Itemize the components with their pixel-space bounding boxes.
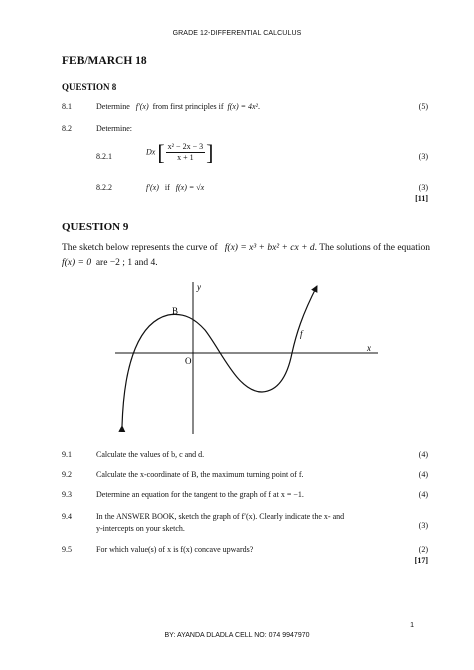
item-9-1-text: Calculate the values of b, c and d.: [96, 450, 205, 459]
item-8-1-pre: Determine: [96, 102, 130, 111]
origin-label: O: [185, 356, 192, 366]
desc-part-c: are −2 ; 1 and 4.: [95, 258, 158, 268]
item-8-2-1-marks: (3): [418, 152, 428, 161]
curve-label: f: [300, 329, 303, 339]
y-axis-label: y: [197, 282, 201, 292]
item-9-3-number: 9.3: [62, 490, 72, 499]
item-8-2-1-fraction: [166, 142, 205, 163]
item-9-5-marks: (2): [418, 545, 428, 554]
item-9-4-line2: y-intercepts on your sketch.: [96, 524, 185, 533]
fraction-denominator: x + 1: [177, 153, 194, 162]
item-8-1-end: .: [257, 102, 260, 111]
item-8-1-fprime: f′(x): [135, 102, 149, 111]
item-8-2-2-fprime: f′(x): [146, 183, 159, 192]
left-bracket: [: [157, 139, 165, 165]
desc-part-a: The sketch below represents the curve of: [62, 243, 218, 253]
desc-part-b: . The solutions of the equation: [314, 243, 431, 253]
item-8-2-1-dx: Dx: [146, 147, 156, 157]
item-8-1-mid: from first principles if: [152, 102, 224, 111]
item-9-5-text: For which value(s) of x is f(x) concave upwards?: [96, 545, 254, 554]
item-9-1-number: 9.1: [62, 450, 72, 459]
item-8-2-1-expression: [146, 139, 214, 165]
item-9-2-marks: (4): [418, 470, 428, 479]
right-bracket: ]: [206, 139, 214, 165]
item-9-1-marks: (4): [418, 450, 428, 459]
item-8-1-expr: f(x) = 4x²: [227, 102, 258, 111]
item-8-2-number: 8.2: [62, 124, 72, 133]
item-8-2-2-number: 8.2.2: [96, 183, 112, 192]
point-b-label: B: [172, 306, 179, 316]
question-9-description: [62, 241, 434, 271]
question-9-title: QUESTION 9: [62, 221, 129, 233]
page-number: 1: [410, 622, 414, 629]
item-8-2-2-marks: (3): [418, 183, 428, 192]
item-8-2-2-text: [146, 183, 204, 192]
item-9-4-number: 9.4: [62, 512, 72, 521]
fraction-numerator: x² − 2x − 3: [167, 142, 204, 151]
cubic-curve: [122, 286, 317, 426]
item-9-3-marks: (4): [418, 490, 428, 499]
item-9-4-line1: In the ANSWER BOOK, sketch the graph of f′(x). Clearly indicate the x- and: [96, 512, 345, 521]
question-9-total: [17]: [414, 556, 428, 565]
item-8-1-text: [96, 102, 260, 111]
item-9-3-text: Determine an equation for the tangent to the graph of f at x = −1.: [96, 490, 304, 499]
page-footer: BY: AYANDA DLADLA CELL NO: 074 9947970: [164, 632, 310, 639]
item-9-2-number: 9.2: [62, 470, 72, 479]
equation-expr: f(x) = 0: [62, 258, 92, 268]
question-8-total: [11]: [415, 194, 428, 203]
item-8-1-number: 8.1: [62, 102, 72, 111]
item-8-1-marks: (5): [418, 102, 428, 111]
section-title: FEB/MARCH 18: [62, 55, 147, 67]
item-8-2-text: Determine:: [96, 124, 132, 133]
item-9-2-text: Calculate the x-coordinate of B, the maximum turning point of f.: [96, 470, 304, 479]
item-9-4-marks: (3): [418, 521, 428, 530]
item-8-2-2-mid: if: [164, 183, 170, 192]
question-8-title: QUESTION 8: [62, 82, 117, 92]
item-8-2-1-number: 8.2.1: [96, 152, 112, 161]
x-axis-label: x: [367, 343, 371, 353]
page-header: GRADE 12-DIFFERENTIAL CALCULUS: [172, 30, 302, 37]
curve-equation: f(x) = x³ + bx² + cx + d: [224, 243, 315, 253]
cubic-graph-sketch: [0, 270, 474, 450]
item-8-2-2-expr: f(x) = √x: [175, 183, 205, 192]
item-9-5-number: 9.5: [62, 545, 72, 554]
